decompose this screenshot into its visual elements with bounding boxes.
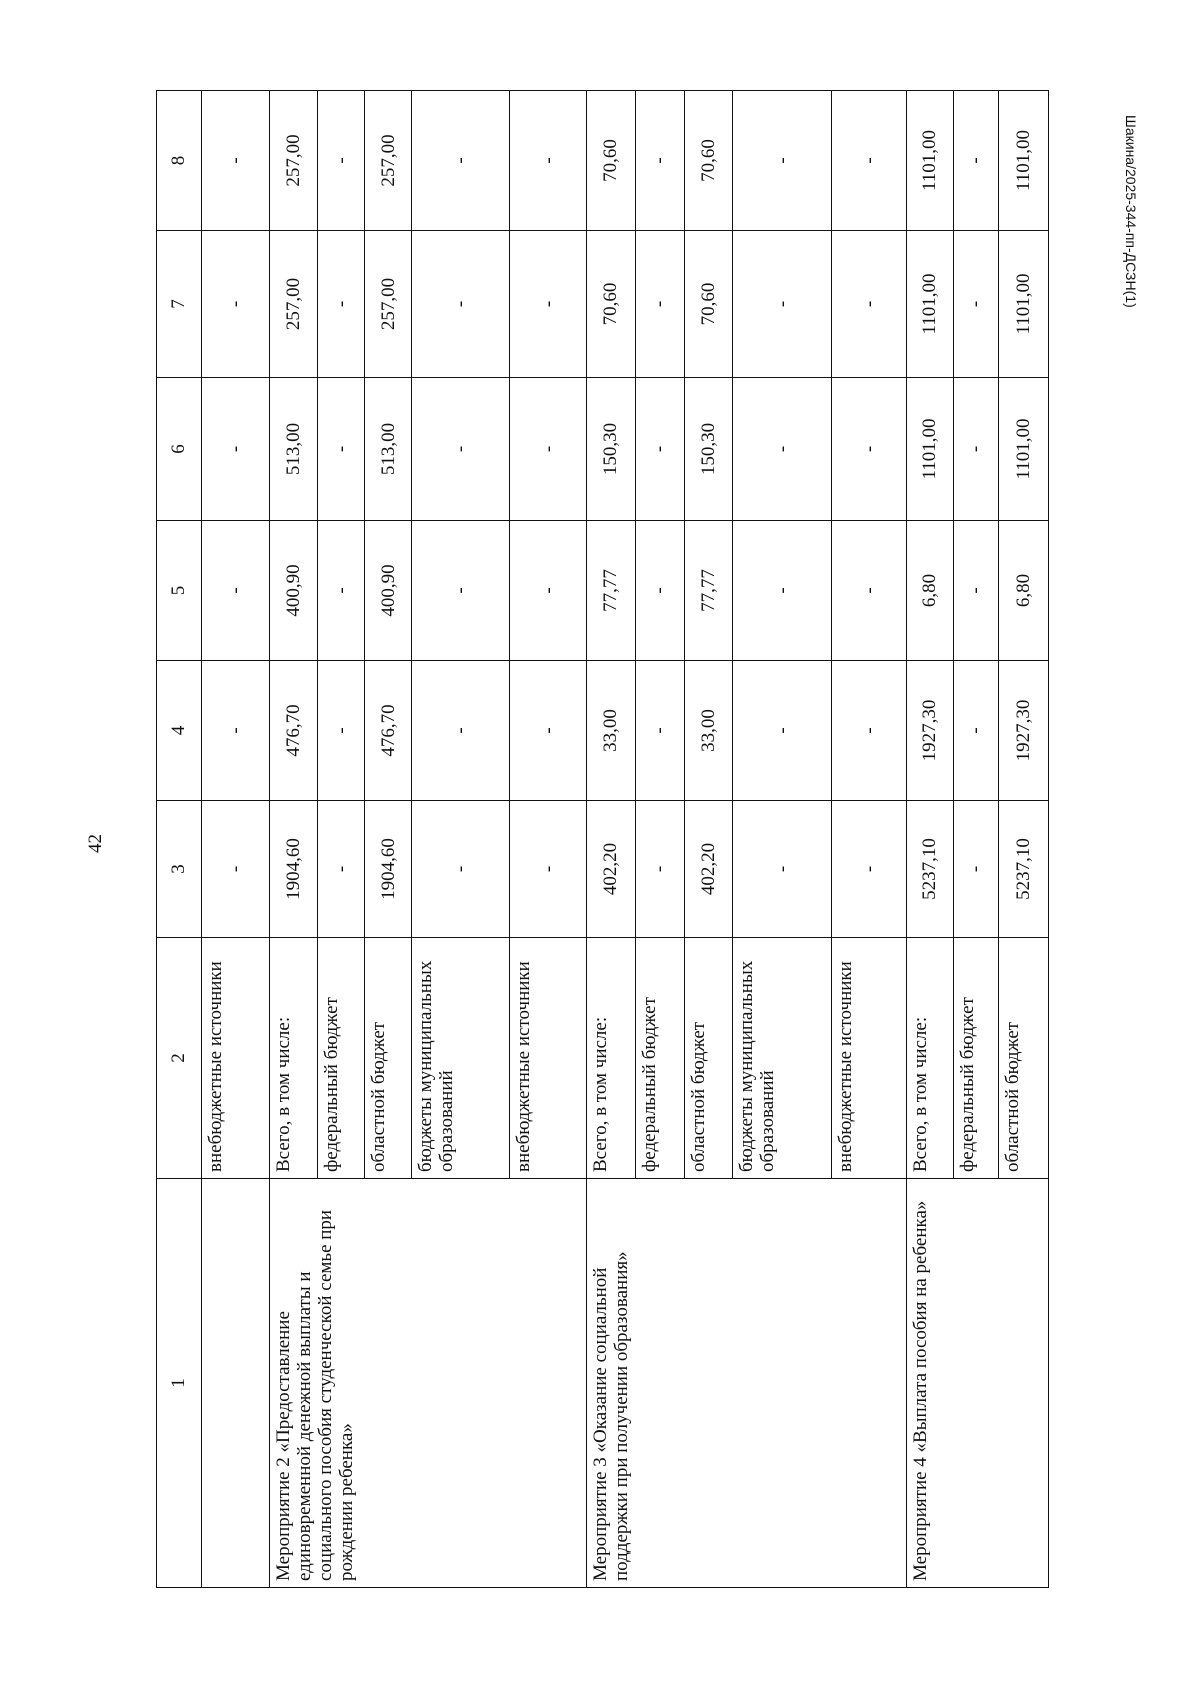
value-cell: 5237,10	[906, 801, 953, 938]
value-cell: -	[510, 91, 586, 231]
table-row	[906, 91, 953, 1588]
value-cell: 402,20	[685, 801, 733, 938]
value-cell: 33,00	[685, 661, 733, 801]
value-cell: 1101,00	[906, 231, 953, 378]
value-cell: -	[318, 91, 365, 231]
value-cell: -	[510, 231, 586, 378]
value-cell: -	[832, 521, 906, 661]
value-cell: -	[510, 521, 586, 661]
value-cell: -	[318, 231, 365, 378]
value-cell: 400,90	[365, 521, 412, 661]
value-cell: -	[318, 521, 365, 661]
value-cell: -	[510, 661, 586, 801]
value-cell: -	[635, 378, 684, 521]
value-cell: -	[412, 661, 510, 801]
funding-source-cell: Всего, в том числе:	[586, 938, 635, 1179]
value-cell: -	[733, 91, 832, 231]
value-cell: -	[953, 801, 998, 938]
funding-source-cell: Всего, в том числе:	[269, 938, 317, 1179]
value-cell: -	[201, 378, 269, 521]
value-cell: -	[412, 91, 510, 231]
header-cell: 4	[157, 661, 202, 801]
header-cell: 1	[157, 1179, 202, 1588]
measure-cell	[201, 1179, 269, 1588]
value-cell: -	[733, 378, 832, 521]
value-cell: 6,80	[906, 521, 953, 661]
value-cell: 1904,60	[269, 801, 317, 938]
funding-source-cell: областной бюджет	[685, 938, 733, 1179]
value-cell: 1927,30	[998, 661, 1048, 801]
value-cell: 150,30	[586, 378, 635, 521]
value-cell: -	[953, 661, 998, 801]
value-cell: 77,77	[586, 521, 635, 661]
value-cell: -	[953, 91, 998, 231]
value-cell: 1101,00	[998, 231, 1048, 378]
value-cell: 1101,00	[906, 378, 953, 521]
value-cell: 476,70	[365, 661, 412, 801]
value-cell: 1904,60	[365, 801, 412, 938]
funding-source-cell: внебюджетные источники	[201, 938, 269, 1179]
value-cell: -	[733, 231, 832, 378]
value-cell: -	[510, 378, 586, 521]
value-cell: 150,30	[685, 378, 733, 521]
header-cell: 3	[157, 801, 202, 938]
value-cell: 402,20	[586, 801, 635, 938]
header-cell: 8	[157, 91, 202, 231]
value-cell: 33,00	[586, 661, 635, 801]
value-cell: 1927,30	[906, 661, 953, 801]
value-cell: -	[201, 801, 269, 938]
value-cell: -	[201, 661, 269, 801]
value-cell: -	[412, 801, 510, 938]
document-code: Шакина/2025-344-пп-ДСЗН(1)	[1123, 115, 1139, 308]
header-cell: 6	[157, 378, 202, 521]
value-cell: -	[832, 378, 906, 521]
value-cell: -	[318, 801, 365, 938]
value-cell: 257,00	[269, 91, 317, 231]
funding-source-cell: федеральный бюджет	[318, 938, 365, 1179]
funding-source-cell: внебюджетные источники	[510, 938, 586, 1179]
funding-source-cell: областной бюджет	[365, 938, 412, 1179]
value-cell: -	[412, 231, 510, 378]
funding-source-cell: внебюджетные источники	[832, 938, 906, 1179]
value-cell: 257,00	[269, 231, 317, 378]
value-cell: 513,00	[365, 378, 412, 521]
funding-source-cell: федеральный бюджет	[635, 938, 684, 1179]
value-cell: -	[953, 521, 998, 661]
value-cell: 70,60	[685, 231, 733, 378]
value-cell: -	[318, 378, 365, 521]
measure-cell: Мероприятие 2 «Предоставление единовременной денежной выплаты и социального пособия студенческой семье при рождении ребенка»	[269, 1179, 586, 1588]
value-cell: -	[635, 521, 684, 661]
value-cell: -	[201, 521, 269, 661]
measure-cell: Мероприятие 4 «Выплата пособия на ребенка»	[906, 1179, 1048, 1588]
funding-source-cell: федеральный бюджет	[953, 938, 998, 1179]
table-row	[269, 91, 317, 1588]
value-cell: 257,00	[365, 231, 412, 378]
value-cell: -	[635, 801, 684, 938]
value-cell: -	[832, 231, 906, 378]
page-number: 42	[85, 834, 106, 853]
value-cell: -	[733, 801, 832, 938]
measure-cell: Мероприятие 3 «Оказание социальной поддержки при получении образования»	[586, 1179, 906, 1588]
value-cell: 70,60	[586, 231, 635, 378]
header-cell: 2	[157, 938, 202, 1179]
value-cell: 70,60	[586, 91, 635, 231]
value-cell: -	[201, 231, 269, 378]
value-cell: -	[953, 231, 998, 378]
funding-source-cell: областной бюджет	[998, 938, 1048, 1179]
value-cell: -	[733, 521, 832, 661]
value-cell: -	[201, 91, 269, 231]
value-cell: 1101,00	[998, 378, 1048, 521]
value-cell: 6,80	[998, 521, 1048, 661]
value-cell: 1101,00	[998, 91, 1048, 231]
budget-table-wrapper	[156, 91, 1049, 1588]
budget-table	[156, 90, 1049, 1588]
funding-source-cell: бюджеты муниципальных образований	[412, 938, 510, 1179]
funding-source-cell: бюджеты муниципальных образований	[733, 938, 832, 1179]
value-cell: -	[635, 91, 684, 231]
table-row	[586, 91, 635, 1588]
value-cell: -	[832, 91, 906, 231]
value-cell: 400,90	[269, 521, 317, 661]
value-cell: -	[412, 521, 510, 661]
header-cell: 7	[157, 231, 202, 378]
value-cell: 1101,00	[906, 91, 953, 231]
funding-source-cell: Всего, в том числе:	[906, 938, 953, 1179]
value-cell: -	[412, 378, 510, 521]
value-cell: 77,77	[685, 521, 733, 661]
value-cell: -	[318, 661, 365, 801]
value-cell: 5237,10	[998, 801, 1048, 938]
value-cell: -	[635, 231, 684, 378]
value-cell: 476,70	[269, 661, 317, 801]
table-header-row	[157, 91, 202, 1588]
value-cell: -	[832, 661, 906, 801]
value-cell: -	[953, 378, 998, 521]
value-cell: -	[635, 661, 684, 801]
value-cell: 513,00	[269, 378, 317, 521]
value-cell: 257,00	[365, 91, 412, 231]
value-cell: -	[832, 801, 906, 938]
table-row	[201, 91, 269, 1588]
header-cell: 5	[157, 521, 202, 661]
value-cell: 70,60	[685, 91, 733, 231]
value-cell: -	[510, 801, 586, 938]
value-cell: -	[733, 661, 832, 801]
